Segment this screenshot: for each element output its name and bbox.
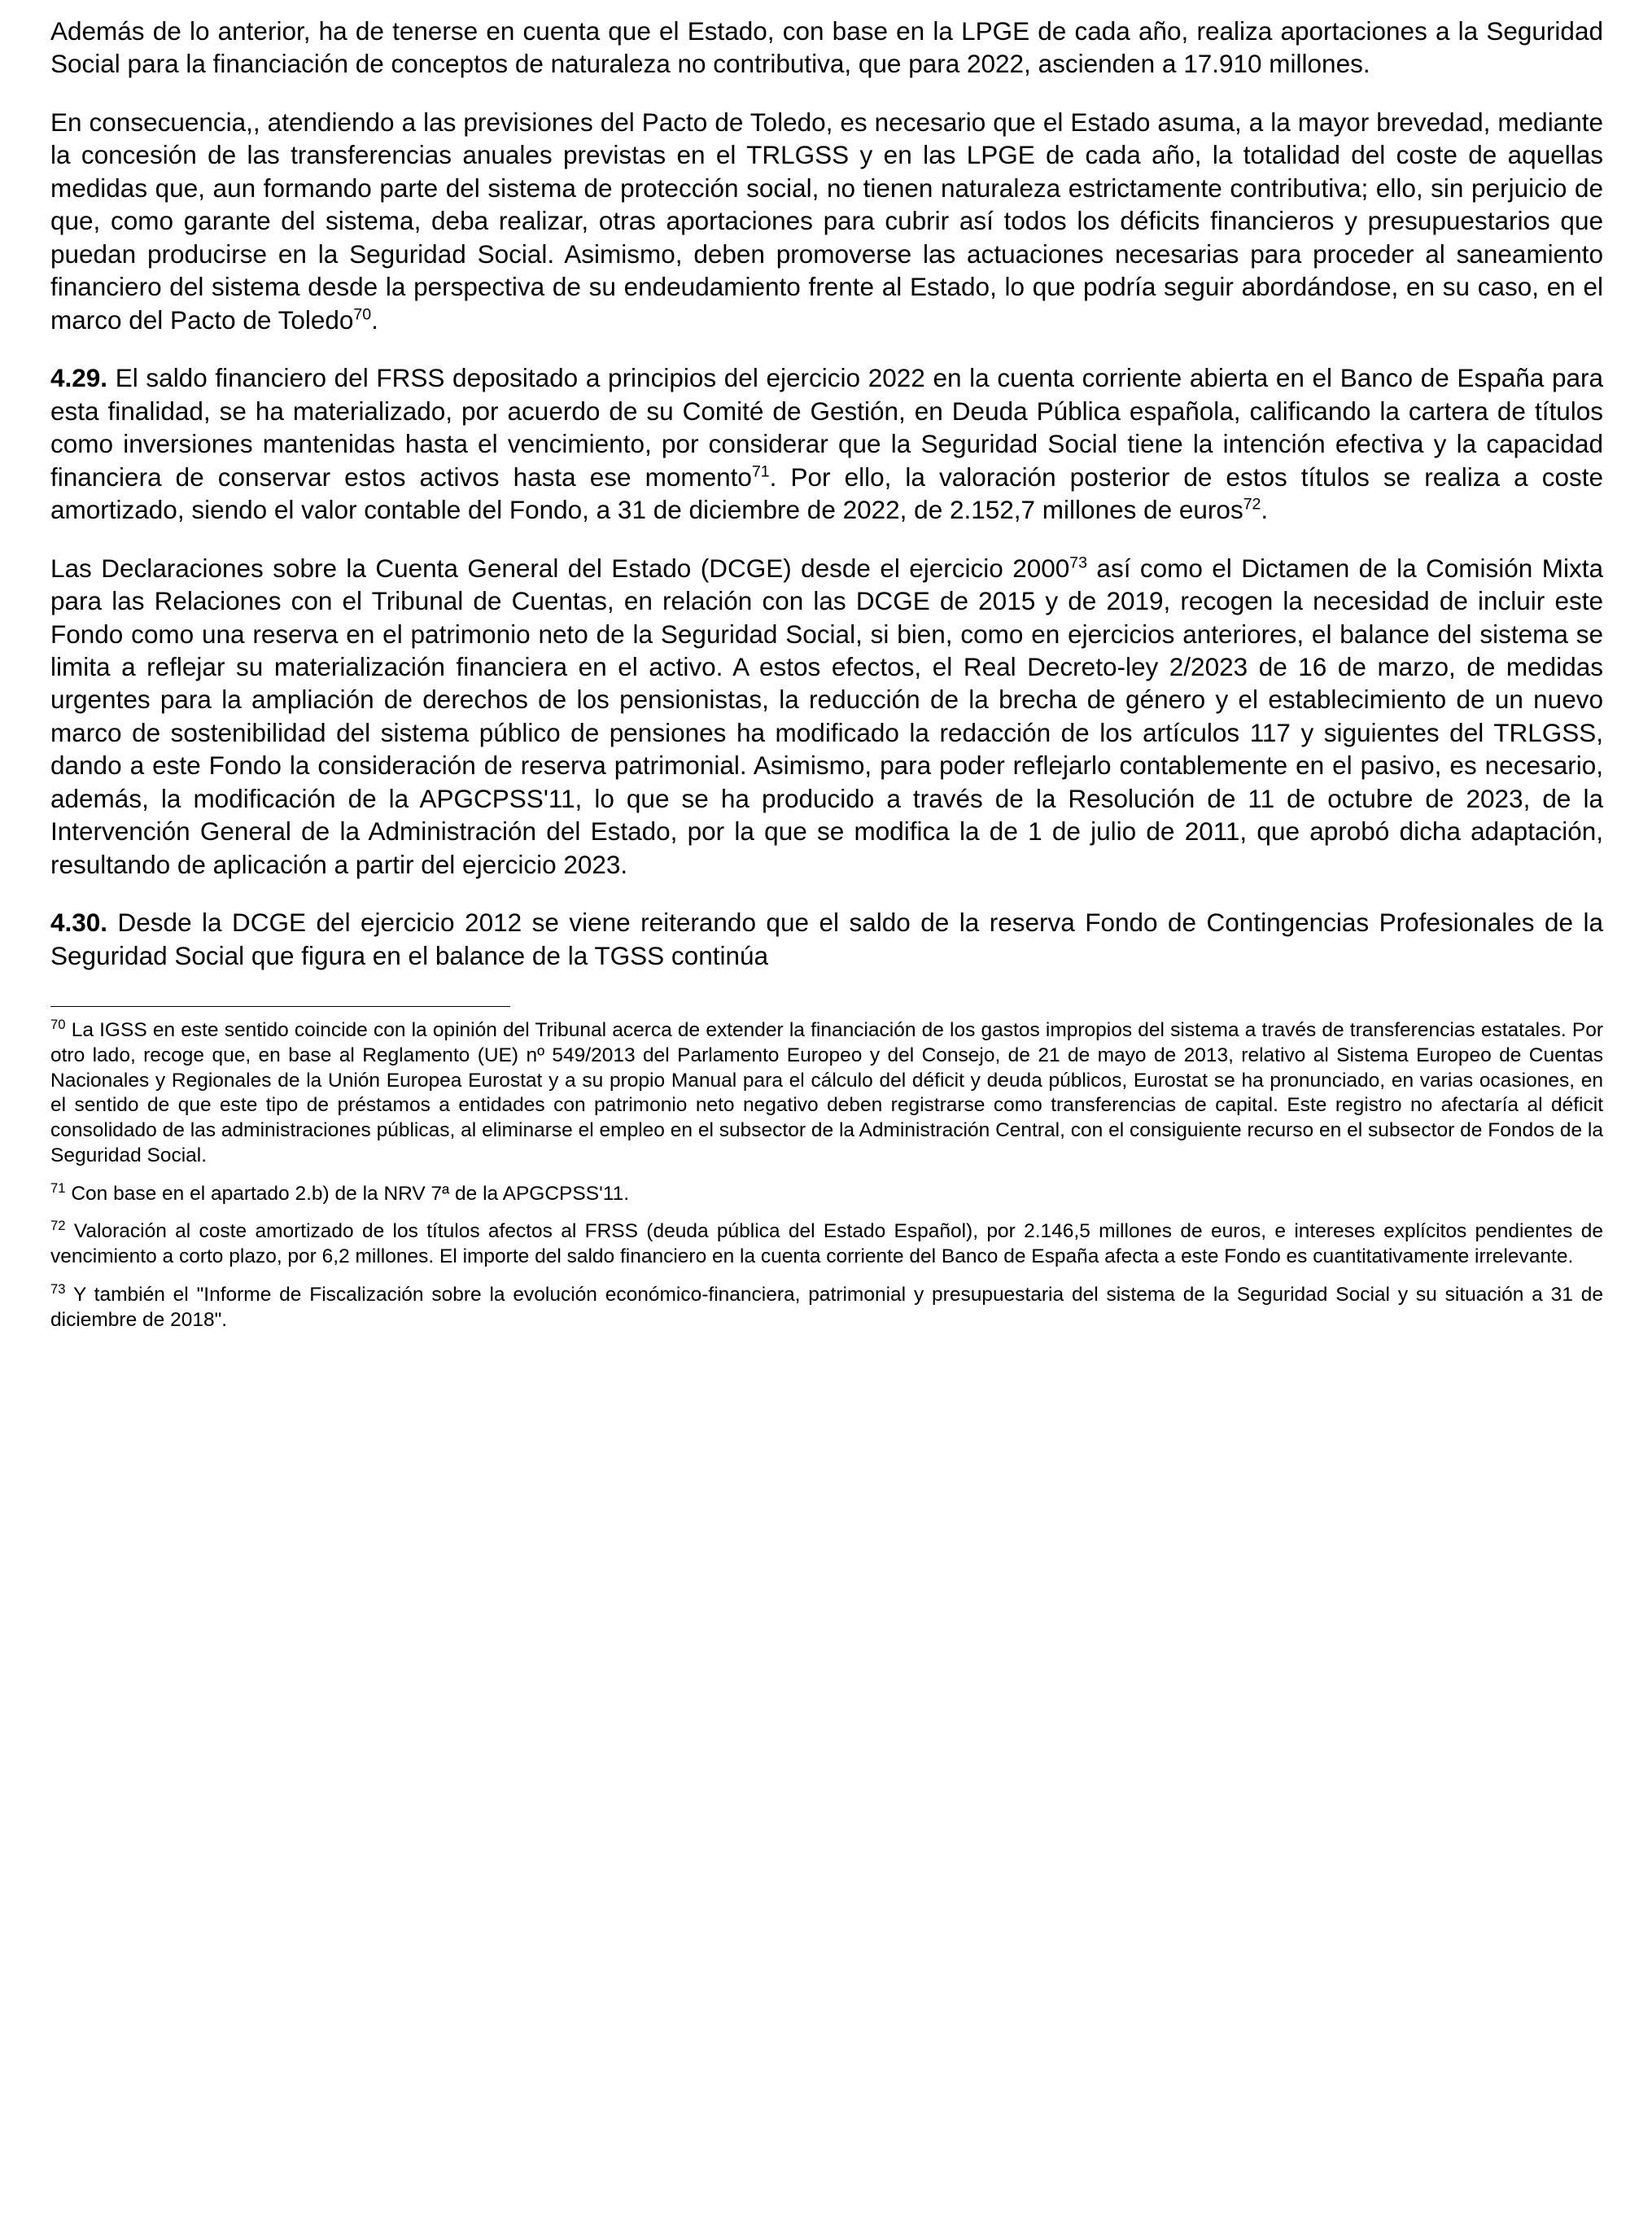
footnote-separator-wrap (50, 1006, 1603, 1007)
footnote-72 (50, 1219, 1603, 1269)
paragraph-text: El saldo financiero del FRSS depositado a principios del ejercicio 2022 en la cuenta corriente abierta en el Banco de España para esta finalidad, se ha materializado, por acuerdo de su Comité de Gestión, en Deuda Pública española, calificando la cartera de títulos como inversiones mantenidas hasta el vencimiento, por considerar que la Seguridad Social tiene la intención efectiva y la capacidad financiera de conservar estos activos hasta ese momento (50, 363, 1603, 492)
footnote-73 (50, 1280, 1603, 1333)
paragraph-text: Además de lo anterior, ha de tenerse en cuenta que el Estado, con base en la LPGE de cada año, realiza aportaciones a la Seguridad Social para la financiación de conceptos de naturaleza no contributiva, que para 2022, ascienden a 17.910 millones. (50, 16, 1603, 79)
footnote-71 (50, 1179, 1603, 1207)
footnote-ref-71[interactable]: 71 (751, 462, 770, 481)
paragraph-aportaciones (50, 15, 1603, 81)
footnote-text: Con base en el apartado 2.b) de la NRV 7ª de la APGCPSS'11. (71, 1182, 629, 1205)
footnote-marker: 71 (50, 1179, 66, 1196)
paragraph-4-29 (50, 361, 1603, 526)
footnote-separator (50, 1006, 510, 1007)
footnote-text: La IGSS en este sentido coincide con la opinión del Tribunal acerca de extender la financiación de los gastos impropios del sistema a través de transferencias estatales. Por otro lado, recoge que, en base al Reglamento (UE) nº 549/2013 del Parlamento Europeo y del Consejo, de 21 de mayo de 2013, relativo al Sistema Europeo de Cuentas Nacionales y Regionales de la Unión Europea Eurostat y a su propio Manual para el cálculo del déficit y deuda públicos, Eurostat se ha pronunciado, en varias ocasiones, en el sentido de que este tipo de préstamos a entidades con patrimonio neto negativo deben registrarse como transferencias de capital. Este registro no afectaría al déficit consolidado de las administraciones públicas, al eliminarse el empleo en el subsector de la Administración Central, con el consiguiente recurso en el subsector de Fondos de la Seguridad Social. (50, 1019, 1603, 1166)
paragraph-text-after: . Por ello, la valoración posterior de estos títulos se realiza a coste amortizado, siendo el valor contable del Fondo, a 31 de diciembre de 2022, de 2.152,7 millones de euros (50, 462, 1604, 525)
footnote-ref-72[interactable]: 72 (1243, 495, 1261, 514)
footnote-marker: 72 (50, 1218, 66, 1234)
paragraph-text: En consecuencia,, atendiendo a las previsiones del Pacto de Toledo, es necesario que el Estado asuma, a la mayor brevedad, mediante la concesión de las transferencias anuales previstas en el TRLGSS y en las LPGE de cada año, la totalidad del coste de aquellas medidas que, aun formando parte del sistema de protección social, no tienen naturaleza estrictamente contributiva; ello, sin perjuicio de que, como garante del sistema, deba realizar, otras aportaciones para cubrir así todos los déficits financieros y presupuestarios que puedan producirse en la Seguridad Social. Asimismo, deben promoverse las actuaciones necesarias para proceder al saneamiento financiero del sistema desde la perspectiva de su endeudamiento frente al Estado, lo que podría seguir abordándose, en su caso, en el marco del Pacto de Toledo (50, 107, 1603, 335)
paragraph-text: Las Declaraciones sobre la Cuenta General del Estado (DCGE) desde el ejercicio 2000 (50, 553, 1070, 583)
footnote-marker: 73 (50, 1280, 66, 1297)
footnote-ref-73[interactable]: 73 (1069, 554, 1088, 572)
footnote-text: Valoración al coste amortizado de los títulos afectos al FRSS (deuda pública del Estado Español), por 2.146,5 millones de euros, e intereses explícitos pendientes de vencimiento a corto plazo, por 6,2 millones. El importe del saldo financiero en la cuenta corriente del Banco de España afecta a este Fondo es cuantitativamente irrelevante. (50, 1220, 1604, 1268)
paragraph-pacto-toledo (50, 106, 1603, 336)
footnote-ref-70[interactable]: 70 (353, 305, 372, 324)
paragraph-text-after: así como el Dictamen de la Comisión Mixta para las Relaciones con el Tribunal de Cuentas, en relación con las DCGE de 2015 y de 2019, recogen la necesidad de incluir este Fondo como una reserva en el patrimonio neto de la Seguridad Social, si bien, como en ejercicios anteriores, el balance del sistema se limita a reflejar su materialización financiera en el activo. A estos efectos, el Real Decreto-ley 2/2023 de 16 de marzo, de medidas urgentes para la ampliación de derechos de los pensionistas, la reducción de la brecha de género y el establecimiento de un nuevo marco de sostenibilidad del sistema público de pensiones ha modificado la redacción de los artículos 117 y siguientes del TRLGSS, dando a este Fondo la consideración de reserva patrimonial. Asimismo, para poder reflejarlo contablemente en el pasivo, es necesario, además, la modificación de la APGCPSS'11, lo que se ha producido a través de la Resolución de 11 de octubre de 2023, de la Intervención General de la Administración del Estado, por la que se modifica la de 1 de julio de 2011, que aprobó dicha adaptación, resultando de aplicación a partir del ejercicio 2023. (50, 553, 1603, 879)
paragraph-number: 4.29. (50, 363, 108, 393)
footnote-marker: 70 (50, 1017, 66, 1033)
paragraph-text-after-2: . (1261, 495, 1269, 525)
paragraph-dcge (50, 552, 1603, 882)
paragraph-text: Desde la DCGE del ejercicio 2012 se viene reiterando que el saldo de la reserva Fondo de Contingencias Profesionales de la Seguridad Social que figura en el balance de la TGSS continúa (50, 908, 1603, 970)
footnote-70 (50, 1018, 1603, 1168)
paragraph-text-after: . (371, 304, 378, 335)
footnotes-section (50, 1018, 1603, 1333)
paragraph-4-30 (50, 906, 1603, 972)
footnote-text: Y también el "Informe de Fiscalización sobre la evolución económico-financiera, patrimonial y presupuestaria del sistema de la Seguridad Social y su situación a 31 de diciembre de 2018". (50, 1283, 1603, 1331)
paragraph-number: 4.30. (50, 908, 108, 938)
